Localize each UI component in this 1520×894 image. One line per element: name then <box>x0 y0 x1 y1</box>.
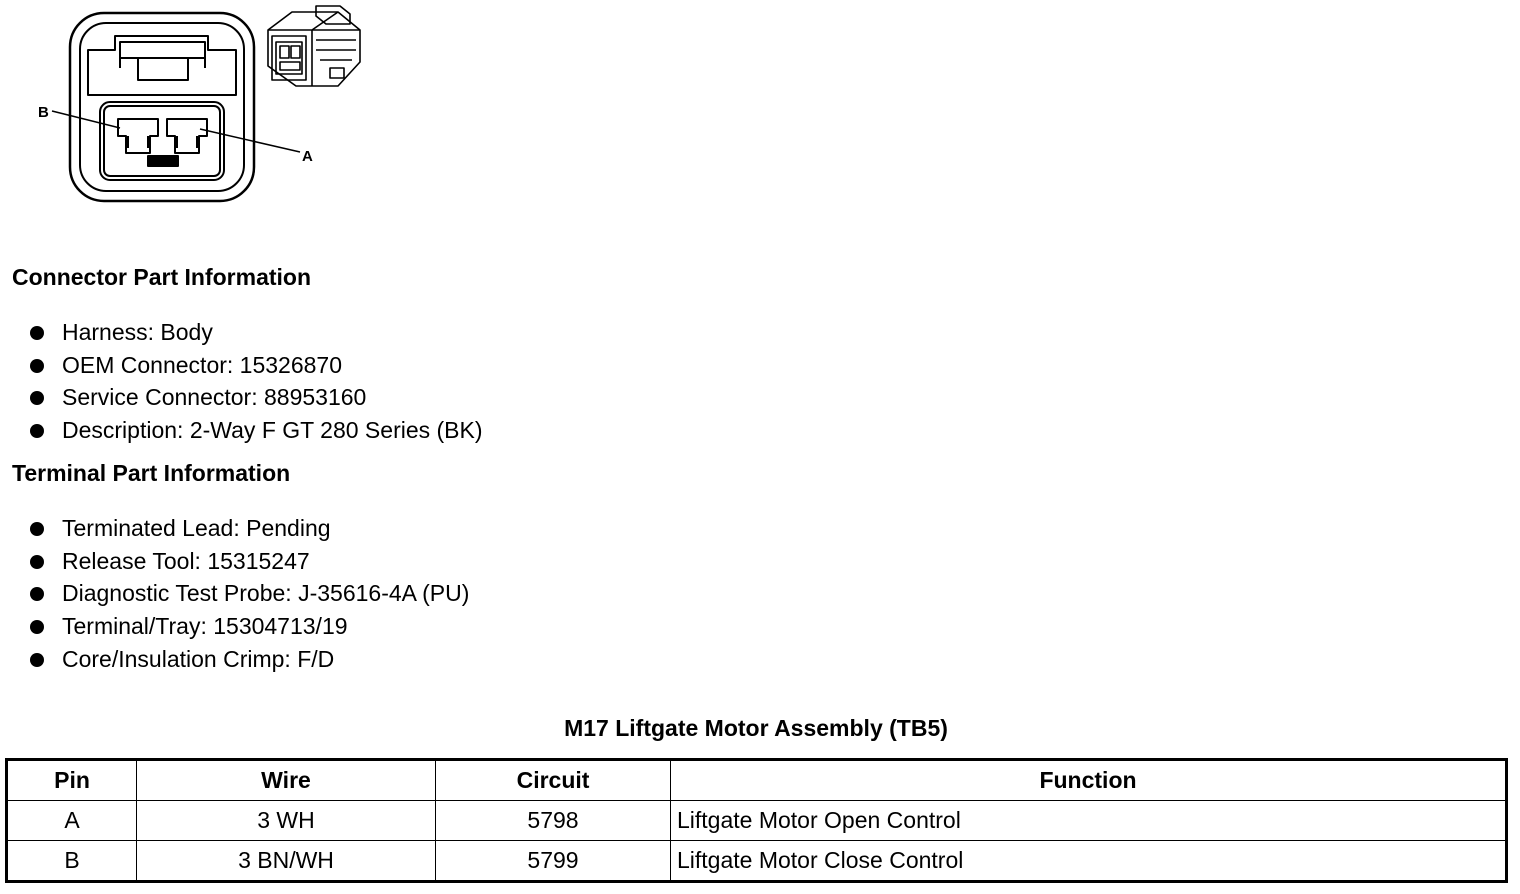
list-item-text: Terminated Lead: Pending <box>62 515 331 541</box>
column-header-pin: Pin <box>7 760 137 801</box>
bullet-icon <box>30 326 44 340</box>
cell-function: Liftgate Motor Open Control <box>671 801 1507 841</box>
terminal-a <box>167 119 207 153</box>
list-item <box>28 577 469 610</box>
connector-face-diagram <box>0 0 380 215</box>
column-header-wire: Wire <box>137 760 436 801</box>
cell-circuit: 5799 <box>436 841 671 882</box>
list-item-text: Description: 2-Way F GT 280 Series (BK) <box>62 417 483 444</box>
bullet-icon <box>30 653 44 667</box>
bullet-icon <box>30 555 44 569</box>
table-title: M17 Liftgate Motor Assembly (TB5) <box>564 715 948 741</box>
table-row <box>7 841 1507 882</box>
bullet-icon <box>30 522 44 536</box>
callout-line-a <box>200 129 300 152</box>
list-item <box>28 643 469 676</box>
terminal-info-heading: Terminal Part Information <box>12 460 291 486</box>
list-item <box>28 349 483 382</box>
connector-key <box>148 156 178 166</box>
table-row <box>7 801 1507 841</box>
list-item-text: Core/Insulation Crimp: F/D <box>62 645 335 672</box>
connector-info-list <box>28 316 483 447</box>
list-item <box>28 545 469 578</box>
cell-wire: 3 BN/WH <box>137 841 436 882</box>
list-item <box>28 316 483 349</box>
list-item <box>28 381 483 414</box>
pinout-table <box>5 758 1508 883</box>
connector-isometric-view <box>268 6 360 86</box>
cell-function: Liftgate Motor Close Control <box>671 841 1507 882</box>
list-item <box>28 610 469 643</box>
callout-line-b <box>52 111 120 128</box>
list-item-text: Diagnostic Test Probe: J-35616-4A (PU) <box>62 580 470 607</box>
cavity-area <box>100 102 224 180</box>
cell-pin: A <box>7 801 137 841</box>
list-item-text: Service Connector: 88953160 <box>62 384 367 411</box>
terminal-info-list <box>28 512 469 675</box>
bullet-icon <box>30 391 44 405</box>
connector-latch <box>88 36 236 95</box>
connector-info-heading: Connector Part Information <box>12 264 312 290</box>
callout-label-a: A <box>302 148 313 165</box>
callout-label-b: B <box>38 104 49 121</box>
bullet-icon <box>30 424 44 438</box>
list-item-text: Release Tool: 15315247 <box>62 547 310 574</box>
column-header-function: Function <box>671 760 1507 801</box>
bullet-icon <box>30 620 44 634</box>
table-header-row <box>7 760 1507 801</box>
list-item <box>28 512 469 545</box>
terminal-b <box>118 119 158 153</box>
list-item-text: Terminal/Tray: 15304713/19 <box>62 613 348 640</box>
bullet-icon <box>30 359 44 373</box>
column-header-circuit: Circuit <box>436 760 671 801</box>
list-item-text: OEM Connector: 15326870 <box>62 351 343 378</box>
cell-pin: B <box>7 841 137 882</box>
bullet-icon <box>30 587 44 601</box>
cell-wire: 3 WH <box>137 801 436 841</box>
cell-circuit: 5798 <box>436 801 671 841</box>
list-item <box>28 414 483 447</box>
list-item-text: Harness: Body <box>62 319 213 345</box>
